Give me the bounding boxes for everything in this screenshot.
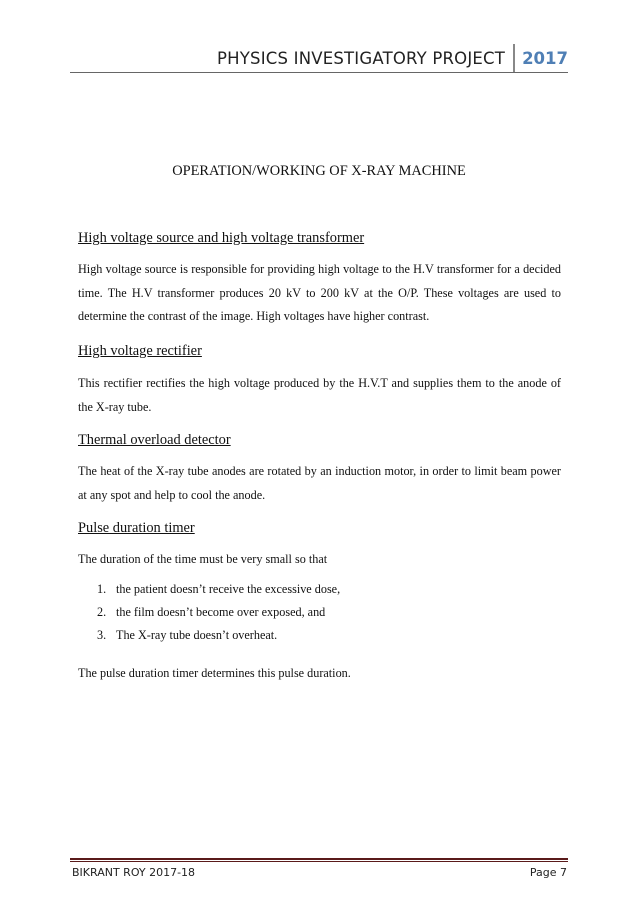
list-item [97,605,325,620]
section-text-thermal-overload: The heat of the X-ray tube anodes are rotated by an induction motor, in order to limit beam power at any spot and help to cool the anode. [78,464,561,502]
list-item-text: the patient doesn’t receive the excessive dose, [116,582,341,596]
footer-rule [70,858,568,860]
page-header [217,44,568,72]
list-item-text: The X-ray tube doesn’t overheat. [116,628,278,642]
footer-author: BIKRANT ROY 2017-18 [72,866,196,879]
list-item-number: 3. [97,628,107,642]
list-item [97,582,340,597]
page-number: Page 7 [529,866,567,879]
list-item-text: the film doesn’t become over exposed, and [116,605,326,619]
list-item [97,628,277,643]
header-title: PHYSICS INVESTIGATORY PROJECT [217,48,506,68]
section-text-pulse-timer: The duration of the time must be very small so that [78,552,328,566]
page-heading: OPERATION/WORKING OF X-RAY MACHINE [172,163,466,179]
section-text-hv-source: High voltage source is responsible for providing high voltage to the H.V transformer for a decided time. The H.V transformer produces 20 kV to 200 kV at the O/P. These voltages are used to determine the contrast of the image. High voltages have higher contrast. [78,262,561,323]
list-item-number: 2. [97,605,107,619]
section-title-thermal-overload: Thermal overload detector [78,432,231,448]
section-closing-pulse-timer: The pulse duration timer determines this pulse duration. [78,666,351,680]
section-title-hv-rectifier: High voltage rectifier [78,343,202,359]
section-title-pulse-timer: Pulse duration timer [78,520,195,536]
section-text-hv-rectifier: This rectifier rectifies the high voltage produced by the H.V.T and supplies them to the anode of the X-ray tube. [78,376,561,414]
list-item-number: 1. [97,582,107,596]
header-year: 2017 [522,48,568,68]
header-rule [70,72,568,73]
footer-rule-thin [70,861,568,862]
section-title-hv-source: High voltage source and high voltage transformer [78,230,365,246]
